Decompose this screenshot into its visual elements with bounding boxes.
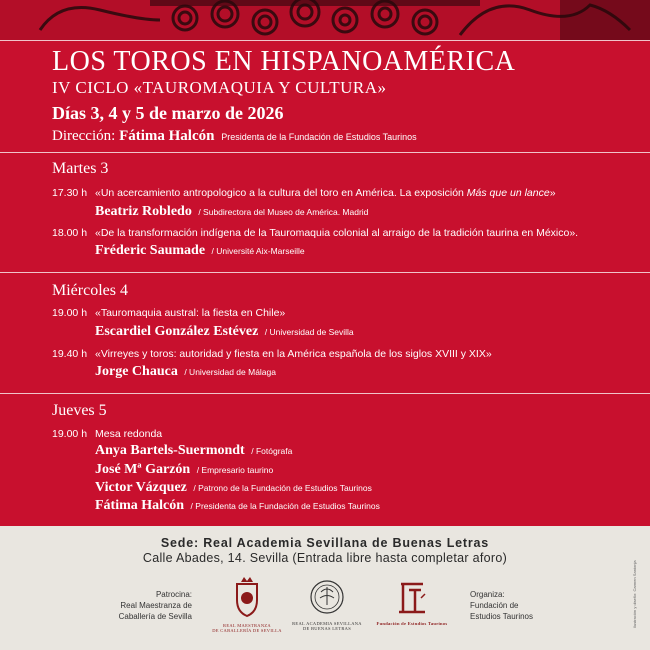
real-maestranza-logo [212,576,282,633]
speaker-name: Anya Bartels-Suermondt [95,443,245,458]
panel-speaker-line [95,462,273,478]
speaker-line [95,243,305,259]
speaker-affiliation: / Fotógrafa [251,446,293,456]
fundacion-logo [372,578,452,626]
event-time: 17.30 h [52,187,88,199]
speaker-name: Fátima Halcón [95,498,185,513]
speaker-name: Beatriz Robledo [95,204,192,219]
organizer-name-line: Fundación de [470,601,519,610]
event-time: 19.00 h [52,428,88,440]
speaker-affiliation: / Université Aix-Marseille [211,246,305,256]
venue-title: Sede: Real Academia Sevillana de Buenas Letras [160,536,490,550]
divider [0,152,650,153]
sponsor-name-line: Real Maestranza de [120,601,192,610]
venue-address: Calle Abades, 14. Sevilla (Entrada libre hasta completar aforo) [142,551,508,565]
event-item [52,307,285,319]
event-dates: Días 3, 4 y 5 de marzo de 2026 [52,103,284,123]
header-illustration [0,0,650,40]
event-title: Mesa redonda [95,428,163,440]
event-item: 17.30 h «Un acercamiento antropologico a la cultura del toro en América. La exposición Más que un lance» [52,187,556,199]
event-time: 19.00 h [52,307,88,319]
logo-caption: REAL ACADEMIA SEVILLANA [292,621,362,626]
direction-name: Fátima Halcón [119,128,215,144]
logo-caption: REAL MAESTRANZA [223,623,271,628]
organizer-label: Organiza: [470,590,505,599]
logo-caption: DE BUENAS LETRAS [302,626,352,631]
speaker-affiliation: / Universidad de Sevilla [264,327,354,337]
divider [0,40,650,41]
organizer-block [470,589,570,622]
speaker-affiliation: / Empresario taurino [196,465,274,475]
speaker-name: Escardiel González Estévez [95,324,259,339]
day-heading-miercoles: Miércoles 4 [52,282,128,299]
logo-caption: Fundación de Estudios Taurinos [376,621,448,626]
direction-role: Presidenta de la Fundación de Estudios Taurinos [221,132,417,142]
divider [0,272,650,273]
event-title: «Virreyes y toros: autoridad y fiesta en la América española de los siglos XVIII y XIX» [95,348,492,360]
event-time: 18.00 h [52,227,88,239]
sponsor-block [100,589,192,622]
footer-band [0,526,650,650]
speaker-affiliation: / Patrono de la Fundación de Estudios Taurinos [193,483,372,493]
real-academia-logo [292,578,362,631]
fundacion-emblem-icon [395,578,429,616]
panel-speaker-line [95,498,380,514]
design-credit: Ilustración y diseño: Carmen Santonja [632,560,637,628]
maestranza-crest-icon [232,576,262,618]
event-item [52,227,578,239]
page-title: LOS TOROS EN HISPANOAMÉRICA [52,46,516,77]
speaker-name: Victor Vázquez [95,480,187,495]
panel-speaker-line [95,443,292,459]
speaker-name: Jorge Chauca [95,364,178,379]
speaker-line [95,204,368,220]
logo-caption: DE CABALLERÍA DE SEVILLA [212,628,282,633]
academia-seal-icon [309,578,345,616]
speaker-affiliation: / Subdirectora del Museo de América. Madrid [198,207,369,217]
event-title: «Tauromaquia austral: la fiesta en Chile» [95,307,286,319]
day-heading-jueves: Jueves 5 [52,402,107,419]
divider [0,393,650,394]
event-title-italic: Más que un lance [466,187,550,199]
event-item [52,348,492,360]
speaker-line [95,324,354,340]
event-title: «Un acercamiento antropologico a la cultura del toro en América. La exposición [95,187,467,199]
direction-label: Dirección: [52,128,116,144]
day-heading-martes: Martes 3 [52,160,109,177]
speaker-affiliation: / Universidad de Málaga [184,367,276,377]
sponsor-label: Patrocina: [155,590,192,599]
sponsor-name-line: Caballería de Sevilla [118,612,192,621]
event-time: 19.40 h [52,348,88,360]
cycle-subtitle: IV CICLO «TAUROMAQUIA Y CULTURA» [52,78,387,97]
speaker-name: Fréderic Saumade [95,243,206,258]
event-item [52,428,162,440]
speaker-line [95,364,276,380]
speaker-name: José Mª Garzón [95,462,191,477]
decorative-swirls-icon [0,0,650,40]
organizer-name-line: Estudios Taurinos [470,612,533,621]
direction-line [52,128,417,145]
panel-speaker-line [95,480,372,496]
event-title: «De la transformación indígena de la Tauromaquia colonial al arraigo de la tradición taurina en México». [95,227,579,239]
speaker-affiliation: / Presidenta de la Fundación de Estudios Taurinos [190,501,380,511]
